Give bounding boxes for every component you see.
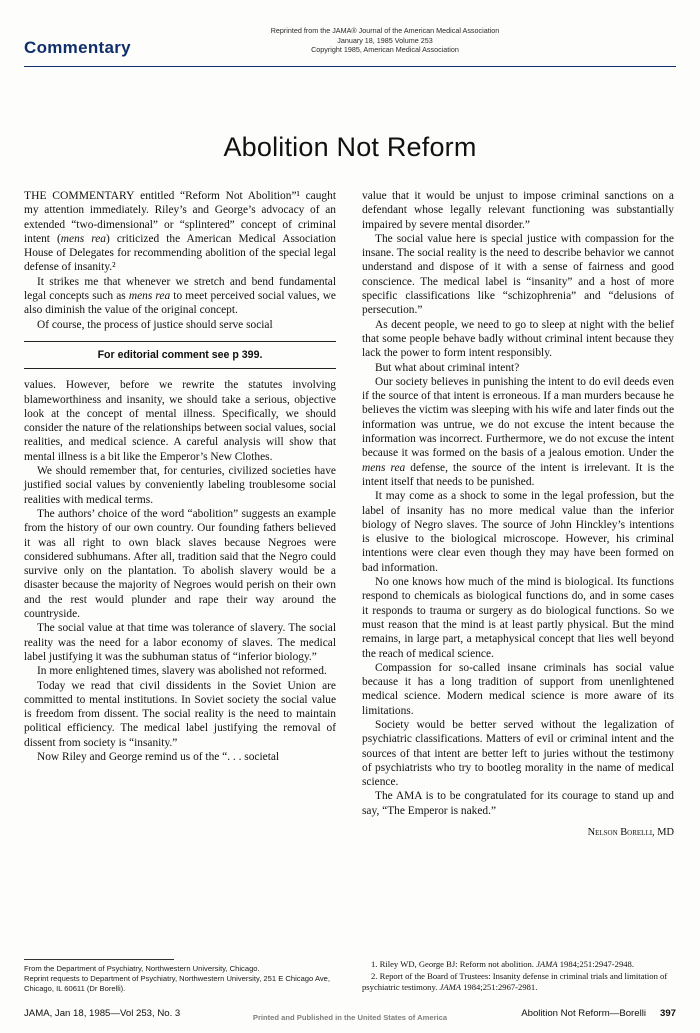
left-column <box>24 189 336 764</box>
paragraph: Our society believes in punishing the intent to do evil deeds even if the source of that intent is erroneous. If a man murders because he believes the victim was sleeping with his wife and later finds out the information was untrue, we do not excuse the intent because the information was incorrect. Furthermore, we do not excuse the intent because it was formed on the basis of a jealous emotion. Under the mens rea defense, the source of the intent is irrelevant. It is the intent itself that needs to be punished. <box>362 375 674 488</box>
author-byline: Nelson Borelli, MD <box>587 827 674 839</box>
references-block <box>362 959 674 995</box>
paragraph: We should remember that, for centuries, civilized societies have justified social values by conveniently labeling troublesome social realities with medical terms. <box>24 465 336 506</box>
paragraph: Compassion for so-called insane criminals has social value because it has a long tradition of support from unenlightened medical science. Modern medical science is more aware of its limitations. <box>362 661 674 717</box>
running-foot-right: Abolition Not Reform—Borelli <box>521 1008 646 1019</box>
reprint-line-2: January 18, 1985 Volume 253 <box>337 35 433 45</box>
editorial-comment-note: For editorial comment see p 399. <box>24 341 336 369</box>
paragraph: values. However, before we rewrite the statutes involving blameworthiness and insanity, we should take a serious, objective look at the concept of mental illness. Specifically, we should consider the nature of the relationships between social values, social realities, and medical science. A careful analysis will show that mental illness is a bit like the Emperor’s New Clothes. <box>24 379 336 463</box>
paragraph: The social value at that time was tolerance of slavery. The social reality was the need for a labor economy of slaves. The medical label justifying it was the subhuman status of “inferior biology.” <box>24 622 336 663</box>
paragraph: Society would be better served without the legalization of psychiatric classifications. Matters of evil or criminal intent and the sources of that intent are better left to juries without the testimony of psychiatrists who try to bootleg morality in the name of medical science. <box>362 718 674 789</box>
reprint-line-3: Copyright 1985, American Medical Association <box>311 45 459 54</box>
paragraph: No one knows how much of the mind is biological. Its functions respond to chemicals as biological functions do, and in some cases it responds to trauma or surgery as do biological functions. So we must reason that the mind is at least partly physical. But the mind remains, in large part, a metaphysical concept that lies well beyond the reach of medical science. <box>362 576 674 660</box>
masthead-divider <box>24 66 676 67</box>
paragraph: THE COMMENTARY entitled “Reform Not Abolition”¹ caught my attention immediately. Riley’s and George’s advocacy of an extended “two-dimensional” or “splintered” concept of criminal intent (mens rea) criticized the American Medical Association House of Delegates for recommending abolition of the special legal defense of insanity.² <box>24 189 336 274</box>
page-number: 397 <box>659 1008 676 1019</box>
affiliation-line: From the Department of Psychiatry, Northwestern University, Chicago. <box>24 963 260 973</box>
paragraph: Of course, the process of justice should serve social <box>37 318 273 331</box>
section-label: Commentary <box>24 38 131 57</box>
footnote-divider <box>24 959 174 960</box>
footer-columns <box>24 959 676 995</box>
printed-in-usa-note: Printed and Published in the United States of America <box>252 1013 448 1022</box>
paragraph: The authors’ choice of the word “abolition” suggests an example from the history of our own country. Our founding fathers believed it was all right to own black slaves because Negroes were considered subhumans. After all, tradition said that the Negro could survive only on the plantation. To abolish slavery would be a disaster because the majority of Negroes would perish on their own and the rest would plunder and rape their way around the countryside. <box>24 507 336 621</box>
paragraph: The AMA is to be congratulated for its courage to stand up and say, “The Emperor is naked.” <box>362 790 674 817</box>
paragraph: It may come as a shock to some in the legal profession, but the label of insanity has no more medical value than the inferior biology of Negro slaves. The source of John Hinckley’s intentions is elusive to the biological microscope. However, his criminal intentions were clear even though they may have been formed on bad information. <box>362 490 674 574</box>
right-column <box>362 189 674 840</box>
paragraph: In more enlightened times, slavery was abolished not reformed. <box>37 665 327 678</box>
reprint-note <box>220 26 550 55</box>
paragraph: Today we read that civil dissidents in the Soviet Union are committed to mental institutions. In Soviet society the social value is freedom from dissent. The social reality is the need to maintain political efficiency. The medical label justifying the removal of dissent from society is “insanity.” <box>24 679 336 749</box>
running-foot-left: JAMA, Jan 18, 1985—Vol 253, No. 3 <box>24 1008 181 1019</box>
paragraph: As decent people, we need to go to sleep at night with the belief that some people behave badly without criminal intent because they lack the power to form intent responsibly. <box>362 318 674 360</box>
affiliation-line: Reprint requests to Department of Psychiatry, Northwestern University, 251 E Chicago Ave, Chicago, IL 60611 (Dr Borelli). <box>24 973 330 993</box>
paragraph: The social value here is special justice with compassion for the insane. The social reality is the need to describe behavior we cannot understand and dispose of it with a sense of fairness and good conscience. The medical label is “insanity” and a host of more specific classifications like “schizophrenia” and “delusions of persecution.” <box>362 232 674 317</box>
body-columns <box>24 189 676 840</box>
paragraph: Now Riley and George remind us of the “. . . societal <box>37 750 280 763</box>
paragraph: But what about criminal intent? <box>375 361 520 374</box>
masthead <box>24 22 676 80</box>
reference-item: 1. Riley WD, George BJ: Reform not abolition. JAMA 1984;251:2947-2948. <box>371 958 634 969</box>
reference-item: 2. Report of the Board of Trustees: Insanity defense in criminal trials and limitation of psychiatric testimony. JAMA 1984;251:2967-2981. <box>362 971 668 993</box>
affiliation-block <box>24 959 336 994</box>
paragraph: It strikes me that whenever we stretch and bend fundamental legal concepts such as mens rea to meet perceived social values, we also diminish the value of the original concept. <box>24 275 336 317</box>
paragraph: value that it would be unjust to impose criminal sanctions on a defendant whose legally relevant functioning was substantially impaired by severe mental disorder.” <box>362 190 674 231</box>
page-footer <box>24 958 676 1022</box>
reprint-line-1: Reprinted from the JAMA® Journal of the American Medical Association <box>270 26 500 35</box>
page-title: Abolition Not Reform <box>223 132 477 162</box>
